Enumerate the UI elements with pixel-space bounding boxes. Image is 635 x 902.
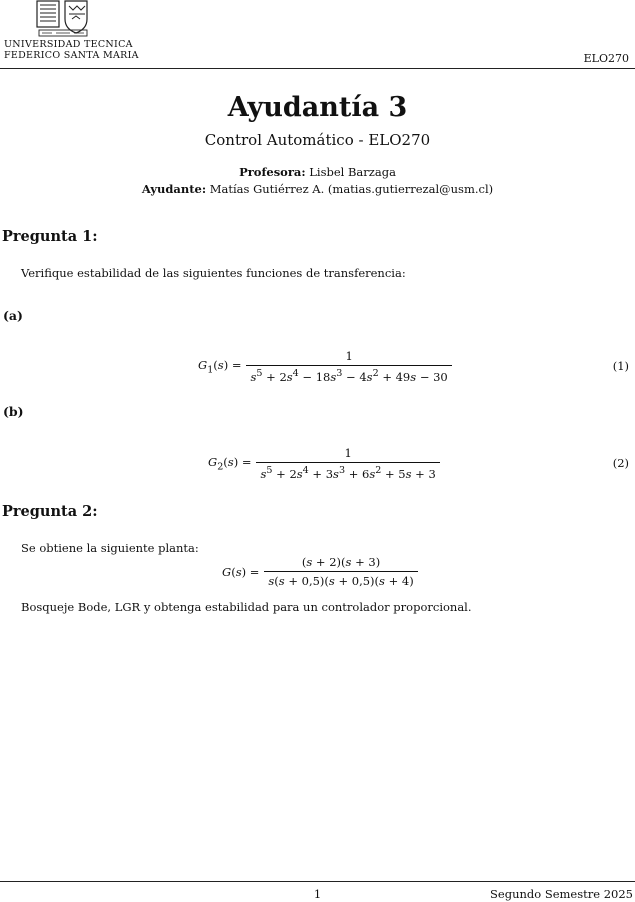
professor-label: Profesora: bbox=[239, 165, 306, 179]
equation-2-denominator: $s^5 + 2s^4 + 3s^3 + 6s^2 + 5s + 3$ bbox=[256, 462, 439, 481]
header-rule bbox=[0, 68, 635, 69]
equation-2 bbox=[208, 446, 440, 481]
semester-label: Segundo Semestre 2025 bbox=[490, 887, 633, 901]
equation-1-fraction bbox=[246, 349, 451, 384]
question-2-prompt: Se obtiene la siguiente planta: bbox=[21, 541, 199, 555]
assistant-name: Matías Gutiérrez A. (matias.gutierrezal@usm.cl) bbox=[209, 182, 494, 196]
assistant-label: Ayudante: bbox=[141, 182, 207, 196]
university-name bbox=[4, 40, 139, 61]
page-subtitle: Control Automático - ELO270 bbox=[204, 131, 431, 149]
university-line-2: FEDERICO SANTA MARIA bbox=[4, 49, 139, 61]
equation-2-lhs: $G_2(s)$ = bbox=[208, 454, 252, 473]
question-1-prompt: Verifique estabilidad de las siguientes funciones de transferencia: bbox=[21, 266, 406, 280]
equation-1-lhs: $G_1(s)$ = bbox=[198, 357, 242, 376]
question-1-heading: Pregunta 1: bbox=[2, 228, 98, 245]
question-2-heading: Pregunta 2: bbox=[2, 503, 98, 520]
question-2-closing: Bosqueje Bode, LGR y obtenga estabilidad para un controlador proporcional. bbox=[21, 600, 472, 614]
equation-1-denominator: $s^5 + 2s^4 - 18s^3 - 4s^2 + 49s - 30$ bbox=[246, 365, 451, 384]
professor-name: Lisbel Barzaga bbox=[309, 165, 396, 179]
professor-line bbox=[0, 165, 635, 179]
equation-1-numerator: 1 bbox=[345, 349, 353, 363]
equation-2-numerator: 1 bbox=[344, 446, 352, 460]
equation-2-number: (2) bbox=[612, 456, 629, 470]
part-b-label: (b) bbox=[3, 404, 24, 419]
equation-3 bbox=[222, 555, 418, 588]
university-line-1: UNIVERSIDAD TECNICA bbox=[4, 39, 133, 50]
equation-3-lhs: G(s) = bbox=[222, 564, 260, 579]
equation-3-fraction bbox=[264, 555, 417, 588]
footer-rule bbox=[0, 881, 635, 882]
equation-2-fraction bbox=[256, 446, 439, 481]
equation-3-denominator: s(s + 0,5)(s + 0,5)(s + 4) bbox=[264, 571, 417, 588]
equation-1 bbox=[198, 349, 452, 384]
part-a-label: (a) bbox=[3, 308, 23, 323]
page-number: 1 bbox=[313, 887, 322, 901]
equation-1-number: (1) bbox=[612, 359, 629, 373]
assistant-line bbox=[0, 182, 635, 196]
equation-3-numerator: (s + 2)(s + 3) bbox=[301, 555, 381, 569]
course-code: ELO270 bbox=[583, 52, 629, 65]
university-logo bbox=[36, 0, 90, 38]
page-title: Ayudantía 3 bbox=[227, 92, 408, 123]
